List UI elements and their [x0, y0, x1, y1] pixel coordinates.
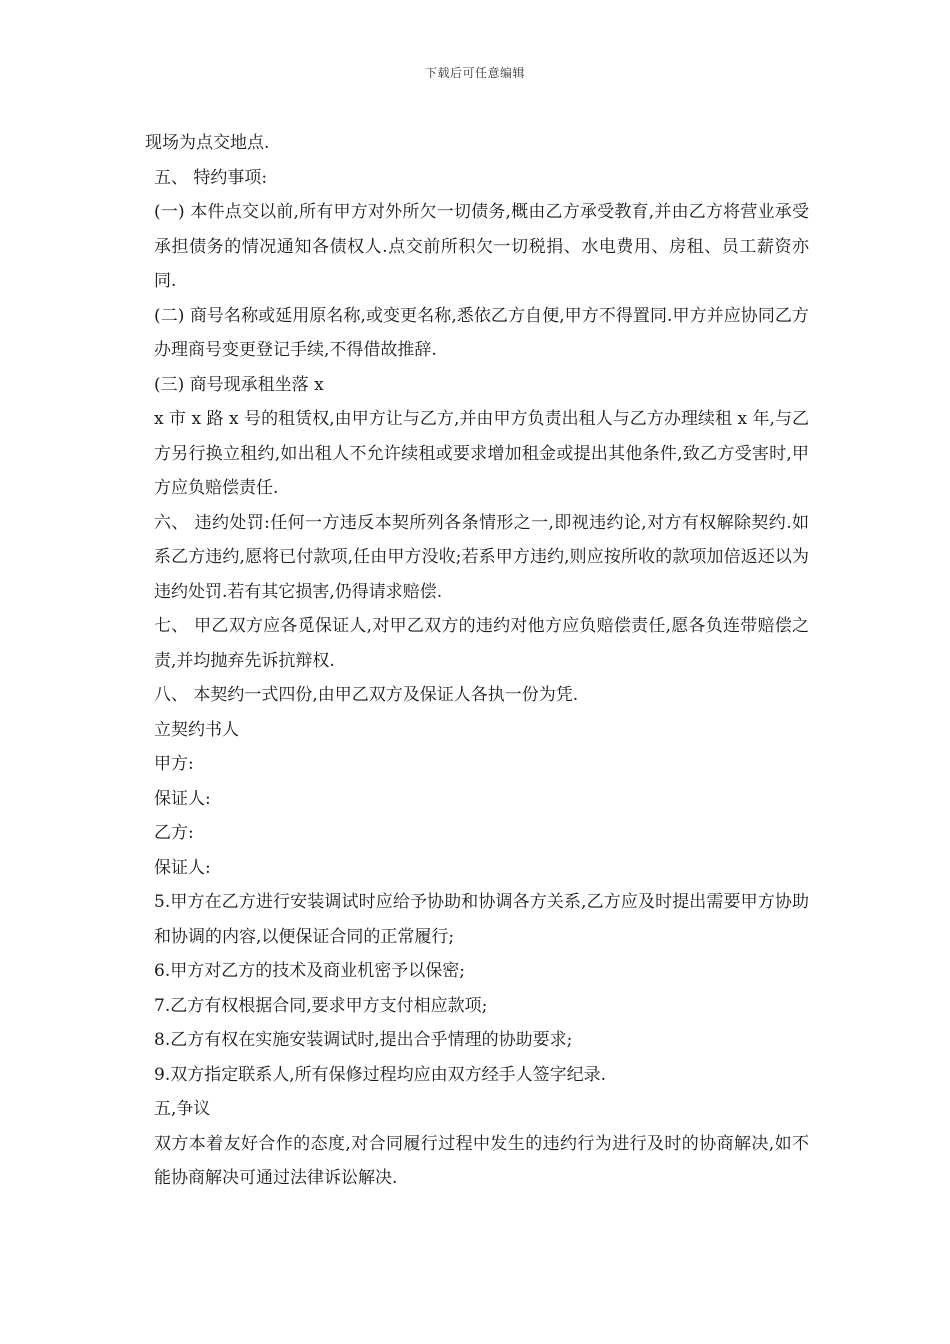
signature-line: 保证人: — [154, 788, 211, 809]
paragraph: 双方本着友好合作的态度,对合同履行过程中发生的违约行为进行及时的协商解决,如不能协商解决可通过法律诉讼解决. — [154, 1133, 809, 1188]
list-item: 7.乙方有权根据合同,要求甲方支付相应款项; — [154, 995, 488, 1016]
section-heading: 五,争议 — [154, 1099, 211, 1119]
list-item: 6.甲方对乙方的技术及商业机密予以保密; — [154, 961, 465, 981]
signature-line: 甲方: — [154, 754, 194, 774]
document-body — [145, 126, 809, 1196]
signature-line: 乙方: — [154, 823, 194, 843]
paragraph: 现场为点交地点. — [145, 133, 270, 153]
paragraph: (一) 本件点交以前,所有甲方对外所欠一切债务,概由乙方承受教育,并由乙方将营业承受承担债务的情况通知各债权人.点交前所积欠一切税捐、水电费用、房租、员工薪资亦同. — [154, 202, 809, 291]
list-item: 5.甲方在乙方进行安装调试时应给予协助和协调各方关系,乙方应及时提出需要甲方协助和协调的内容,以便保证合同的正常履行; — [154, 892, 809, 947]
list-item: 9.双方指定联系人,所有保修过程均应由双方经手人签字纪录. — [154, 1064, 607, 1085]
paragraph: (三) 商号现承租坐落 x — [154, 374, 324, 395]
section-paragraph: 七、 甲乙双方应各觅保证人,对甲乙双方的违约对他方应负赔偿责任,愿各负连带赔偿之责,并均抛弃先诉抗辩权. — [154, 616, 809, 671]
section-heading: 五、 特约事项: — [154, 167, 268, 188]
paragraph: x 市 x 路 x 号的租赁权,由甲方让与乙方,并由甲方负责出租人与乙方办理续租 x 年,与乙方另行换立租约,如出租人不允许续租或要求增加租金或提出其他条件,致乙方受害时,甲方应负赔偿责任. — [154, 409, 809, 498]
section-paragraph: 八、 本契约一式四份,由甲乙双方及保证人各执一份为凭. — [154, 685, 579, 705]
paragraph: (二) 商号名称或延用原名称,或变更名称,悉依乙方自便,甲方不得置同.甲方并应协同乙方办理商号变更登记手续,不得借故推辞. — [154, 305, 809, 360]
section-paragraph: 六、 违约处罚:任何一方违反本契所列各条情形之一,即视违约论,对方有权解除契约.如系乙方违约,愿将已付款项,任由甲方没收;若系甲方违约,则应按所收的款项加倍返还以为违约处罚.若有其它损害,仍得请求赔偿. — [154, 512, 809, 602]
signature-heading: 立契约书人 — [154, 719, 239, 740]
list-item: 8.乙方有权在实施安装调试时,提出合乎情理的协助要求; — [154, 1030, 573, 1050]
signature-line: 保证人: — [154, 857, 211, 878]
page-header: 下载后可任意编辑 — [424, 66, 525, 80]
